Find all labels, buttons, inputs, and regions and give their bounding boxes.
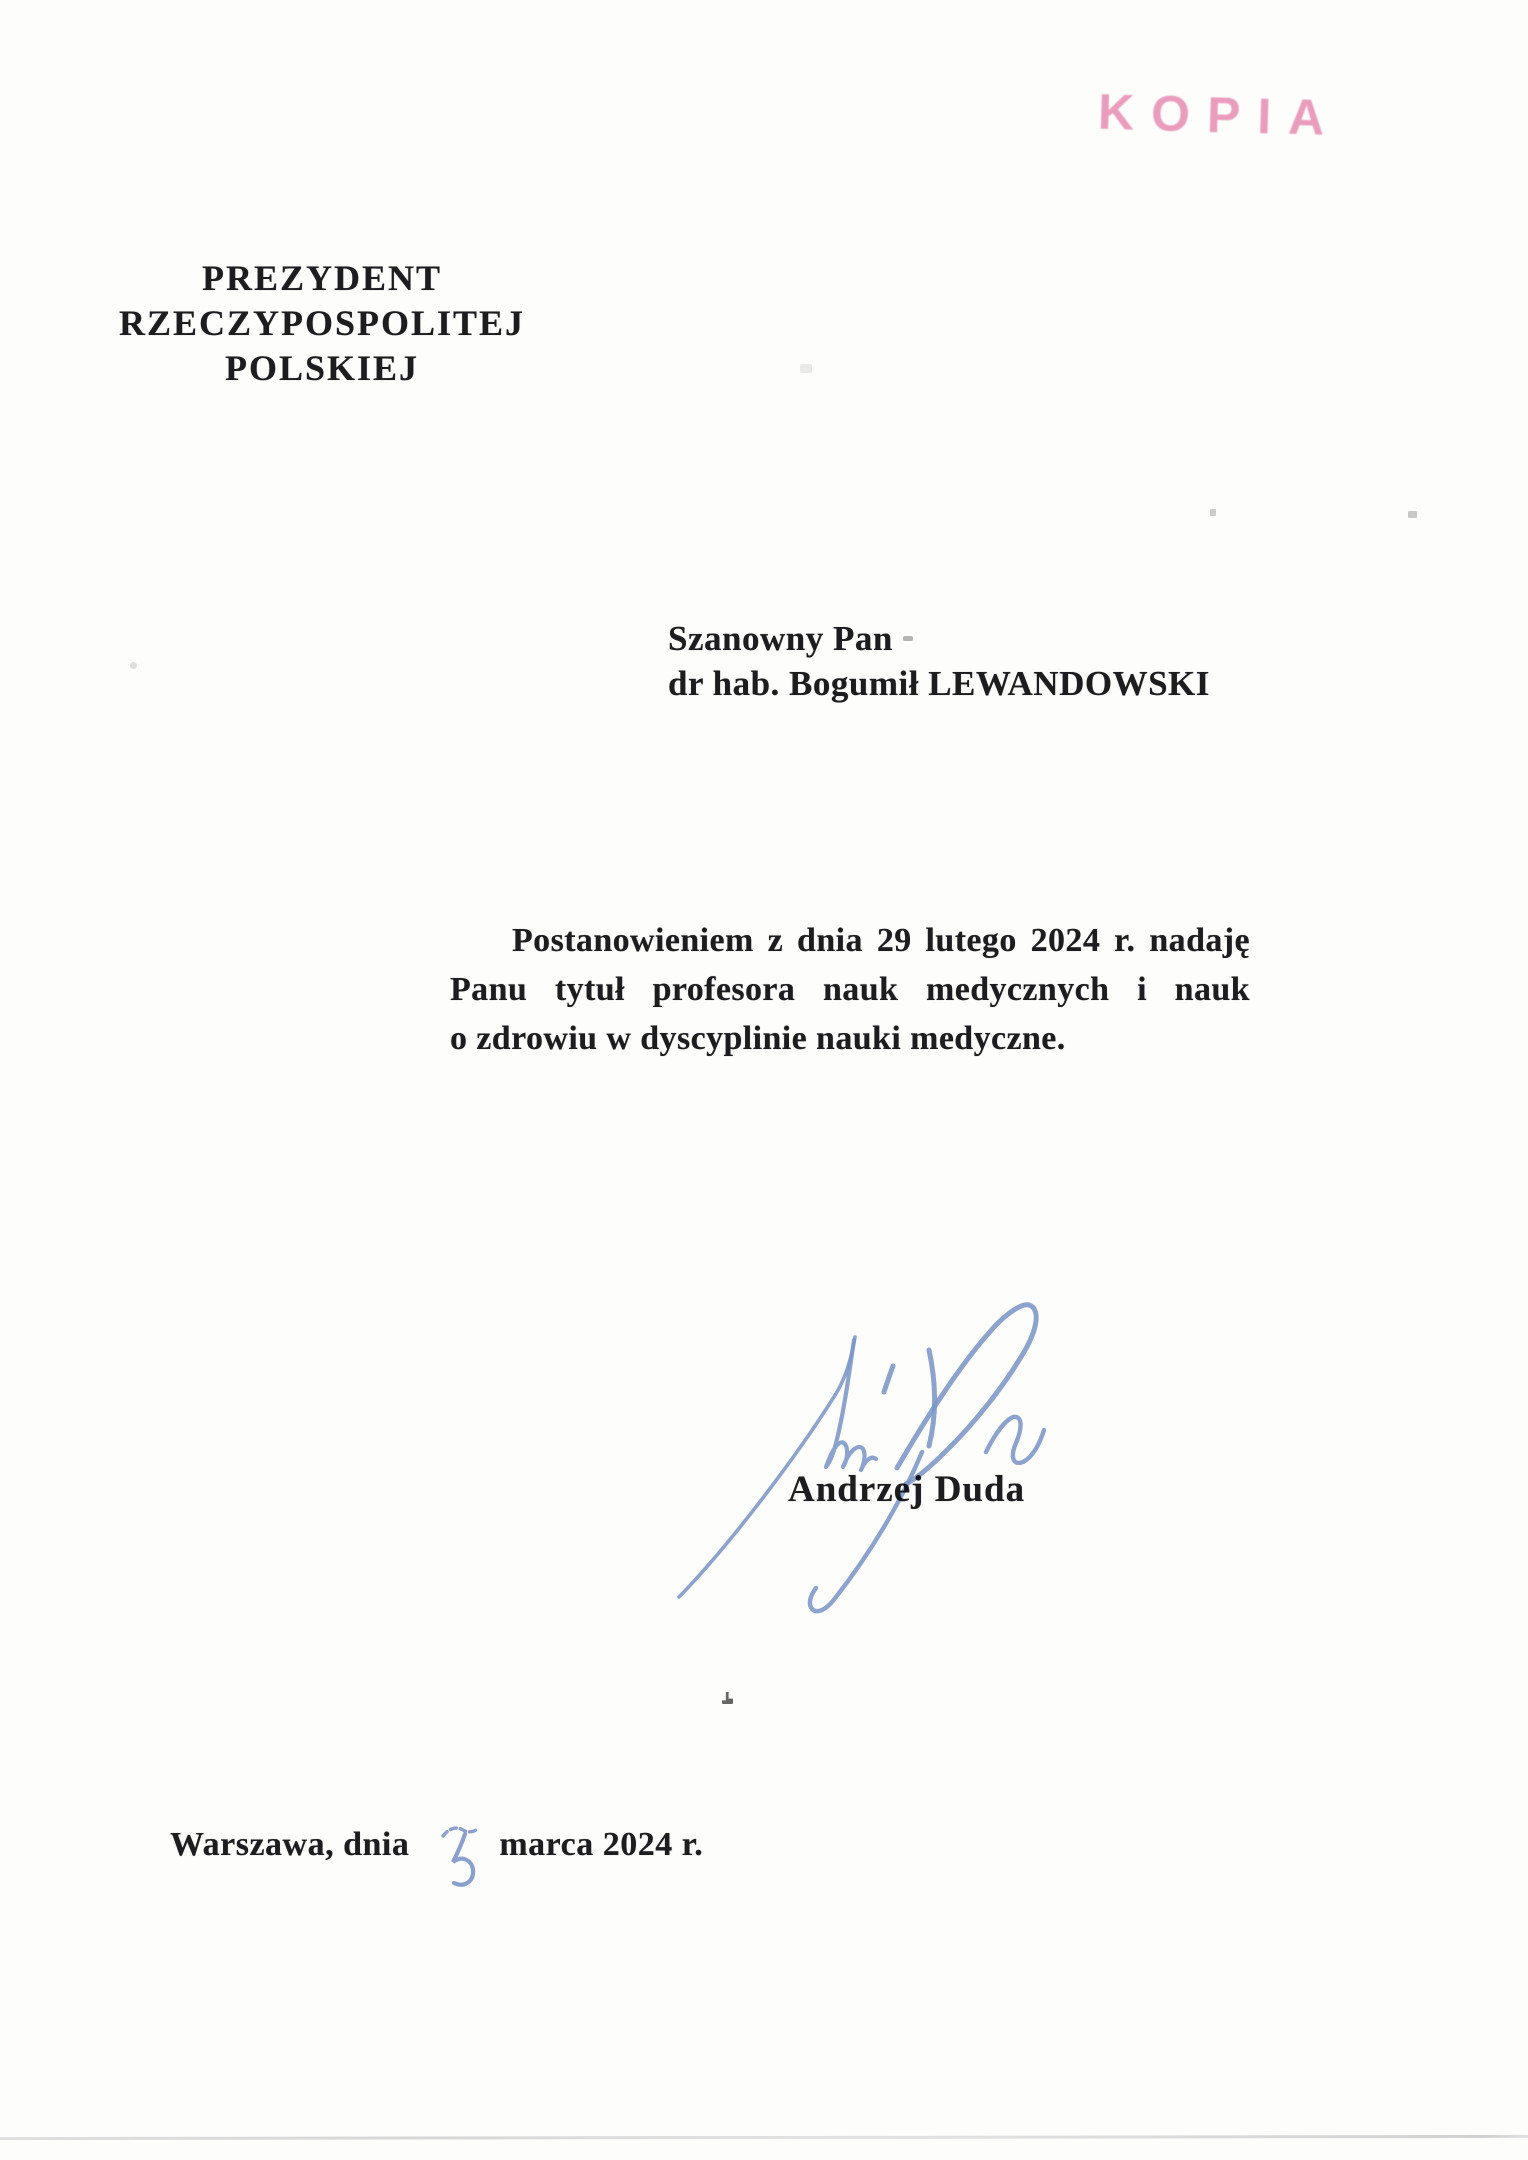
scanner-edge-line	[0, 2135, 1528, 2140]
body-paragraph	[450, 916, 1250, 1063]
body-line-2: Panu tytuł profesora nauk medycznych i nauk	[450, 971, 1250, 1008]
handwritten-day-glyph	[437, 1820, 483, 1894]
letterhead-line1: PREZYDENT	[201, 258, 443, 298]
kopia-stamp: KOPIA	[1097, 83, 1343, 147]
body-line-3: o zdrowiu w dyscyplinie nauki medyczne.	[450, 1020, 1066, 1057]
scan-speck	[722, 1692, 733, 1704]
dateline-suffix: marca 2024 r.	[499, 1826, 704, 1863]
addressee-name: dr hab. Bogumił LEWANDOWSKI	[668, 664, 1210, 703]
signer-printed-name: Andrzej Duda	[788, 1469, 1026, 1510]
body-line-1: Postanowieniem z dnia 29 lutego 2024 r. nadaję	[512, 922, 1250, 959]
addressee-block	[668, 616, 1210, 706]
letterhead	[18, 256, 626, 391]
scan-speck	[903, 636, 913, 641]
scan-speck	[130, 662, 137, 669]
scan-speck	[1210, 509, 1216, 516]
handwritten-signature	[660, 1280, 1060, 1620]
addressee-salutation: Szanowny Pan	[668, 619, 893, 658]
handwritten-day	[437, 1828, 483, 1894]
dateline-prefix: Warszawa, dnia	[170, 1826, 410, 1863]
letterhead-line2: RZECZYPOSPOLITEJ POLSKIEJ	[118, 303, 526, 388]
scan-speck	[800, 364, 812, 373]
dateline	[170, 1826, 703, 1892]
scan-speck	[1408, 511, 1417, 518]
